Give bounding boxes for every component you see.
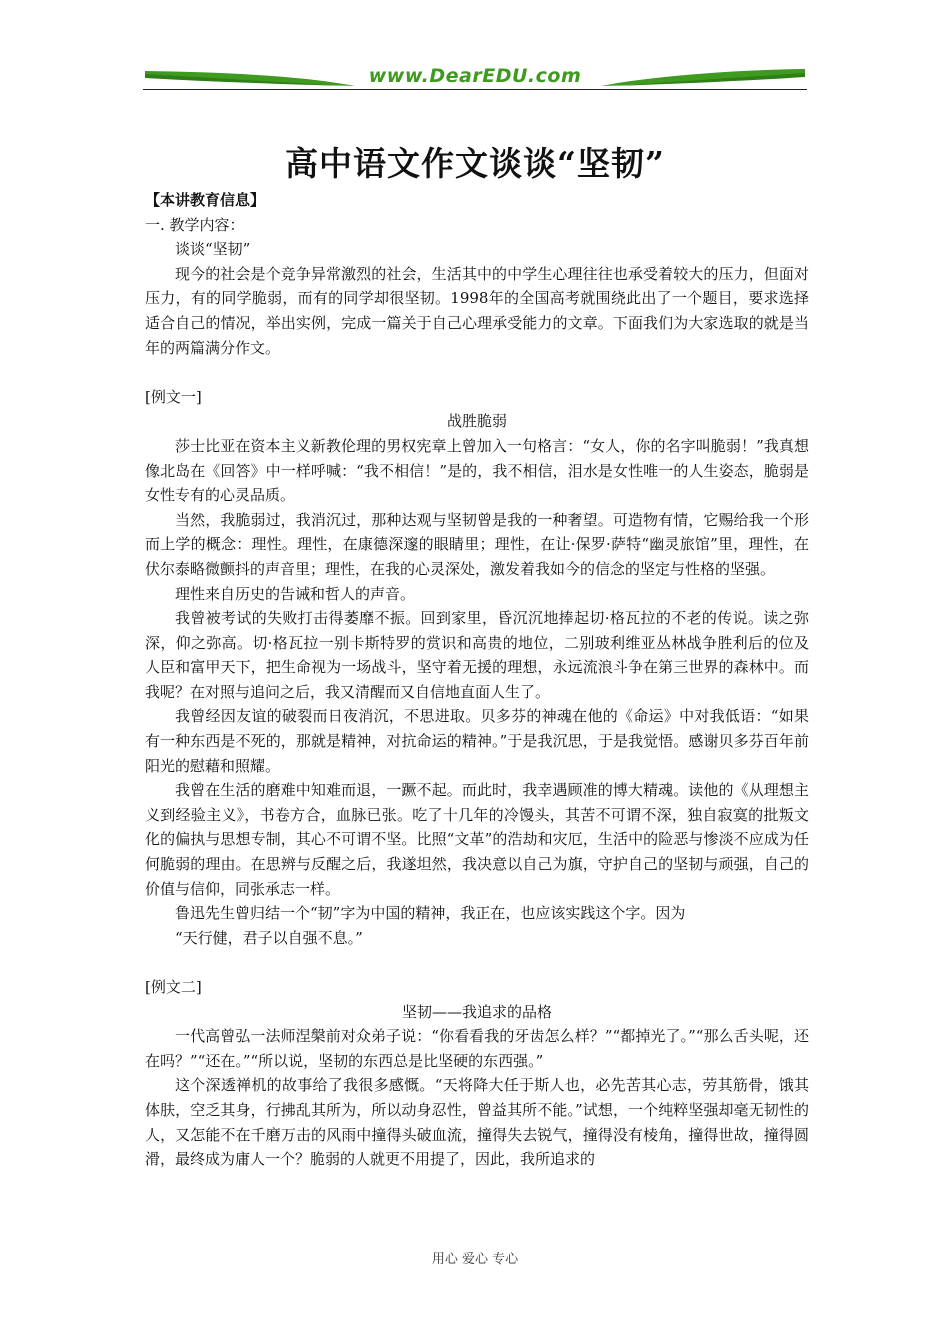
topic-line: 谈谈“坚韧” [175,240,251,259]
essay2-paragraph: 这个深透禅机的故事给了我很多感慨。“天将降大任于斯人也，必先苦其心志，劳其筋骨，饿其体肤，空乏其身，行拂乱其所为，所以动身忍性，曾益其所不能。”试想，一个纯粹坚强却毫无韧性的人，又怎能不在千磨万击的风雨中撞得头破血流，撞得失去锐气，撞得没有棱角，撞得世故，撞得圆滑，最终成为庸人一个？脆弱的人就更不用提了，因此，我所追求的 [145,1076,809,1169]
header-divider [143,89,807,90]
intro-paragraph: 现今的社会是个竞争异常激烈的社会，生活其中的中学生心理往往也承受着较大的压力，但面对压力，有的同学脆弱，而有的同学却很坚韧。1998年的全国高考就围绕此出了一个题目，要求选择适合自己的情况，举出实例，完成一篇关于自己心理承受能力的文章。下面我们为大家选取的就是当年的两篇满分作文。 [145,264,809,357]
essay1-paragraph: 我曾经因友谊的破裂而日夜消沉，不思进取。贝多芬的神魂在他的《命运》中对我低语：“如果有一种东西是不死的，那就是精神，对抗命运的精神。”于是我沉思，于是我觉悟。感谢贝多芬百年前阳光的慰藉和照耀。 [145,707,809,775]
essay2-paragraph: 一代高曾弘一法师涅槃前对众弟子说：“你看看我的牙齿怎么样？”“都掉光了。”“那么舌头呢，还在吗？”“还在。”“所以说，坚韧的东西总是比坚硬的东西强。” [145,1027,809,1070]
section-heading: 【本讲教育信息】 [145,191,266,209]
essay1-paragraph: 莎士比亚在资本主义新教伦理的男权宪章上曾加入一句格言：“女人，你的名字叫脆弱！”我真想像北岛在《回答》中一样呼喊：“我不相信！”是的，我不相信，泪水是女性唯一的人生姿态，脆弱是女性专有的心灵品质。 [145,436,809,505]
essay1-paragraph: 我曾在生活的磨难中知难而退，一蹶不起。而此时，我幸遇顾准的博大精魂。读他的《从理想主义到经验主义》，书卷方合，血脉已张。吃了十几年的冷馒头，其苦不可谓不深，独自寂寞的批叛文化的偏执与思想专制，其心不可谓不坚。比照“文革”的浩劫和灾厄，生活中的险恶与惨淡不应成为任何脆弱的理由。在思辨与反醒之后，我遂坦然，我决意以自己为旗，守护自己的坚韧与顽强，自己的价值与信仰，同张承志一样。 [145,781,809,898]
header-logo-text[interactable]: www.DearEDU.com [368,65,582,87]
essay1-paragraph: 我曾被考试的失败打击得萎靡不振。回到家里，昏沉沉地捧起切·格瓦拉的不老的传说。读之弥深，仰之弥高。切·格瓦拉一别卡斯特罗的赏识和高贵的地位，二别玻利维亚丛林战争胜利后的位及人臣和富甲天下，把生命视为一场战斗，坚守着无援的理想，永远流浪斗争在第三世界的森林中。而我呢？在对照与追问之后，我又清醒而又自信地直面人生了。 [145,609,809,701]
essay1-closing-quote: “天行健，君子以自强不息。” [175,928,363,947]
spacer [145,950,809,975]
essay1-title: 战胜脆弱 [446,412,507,431]
essay1-paragraph: 鲁迅先生曾归结一个“韧”字为中国的精神，我正在，也应该实践这个字。因为 [175,904,686,923]
page-title: 高中语文作文谈谈“坚韧” [285,144,665,183]
essay2-title: 坚韧——我追求的品格 [401,1002,552,1021]
page-footer: 用心 爱心 专心 [431,1252,519,1267]
spacer [145,360,809,385]
essay1-paragraph: 当然，我脆弱过，我消沉过，那种达观与坚韧曾是我的一种奢望。可造物有情，它赐给我一个形而上学的概念：理性。理性，在康德深邃的眼睛里；理性，在让·保罗·萨特“幽灵旅馆”里，理性，在伏尔泰略微颤抖的声音里；理性，在我的心灵深处，激发着我如今的信念的坚定与性格的坚强。 [145,510,809,578]
essay1-paragraph: 理性来自历史的告诫和哲人的声音。 [175,584,416,603]
essay2-label: [例文二] [145,978,202,996]
page-header [143,62,807,98]
content-label: 一. 教学内容： [145,215,245,234]
document-body [145,188,809,1172]
essay1-label: [例文一] [145,387,202,406]
